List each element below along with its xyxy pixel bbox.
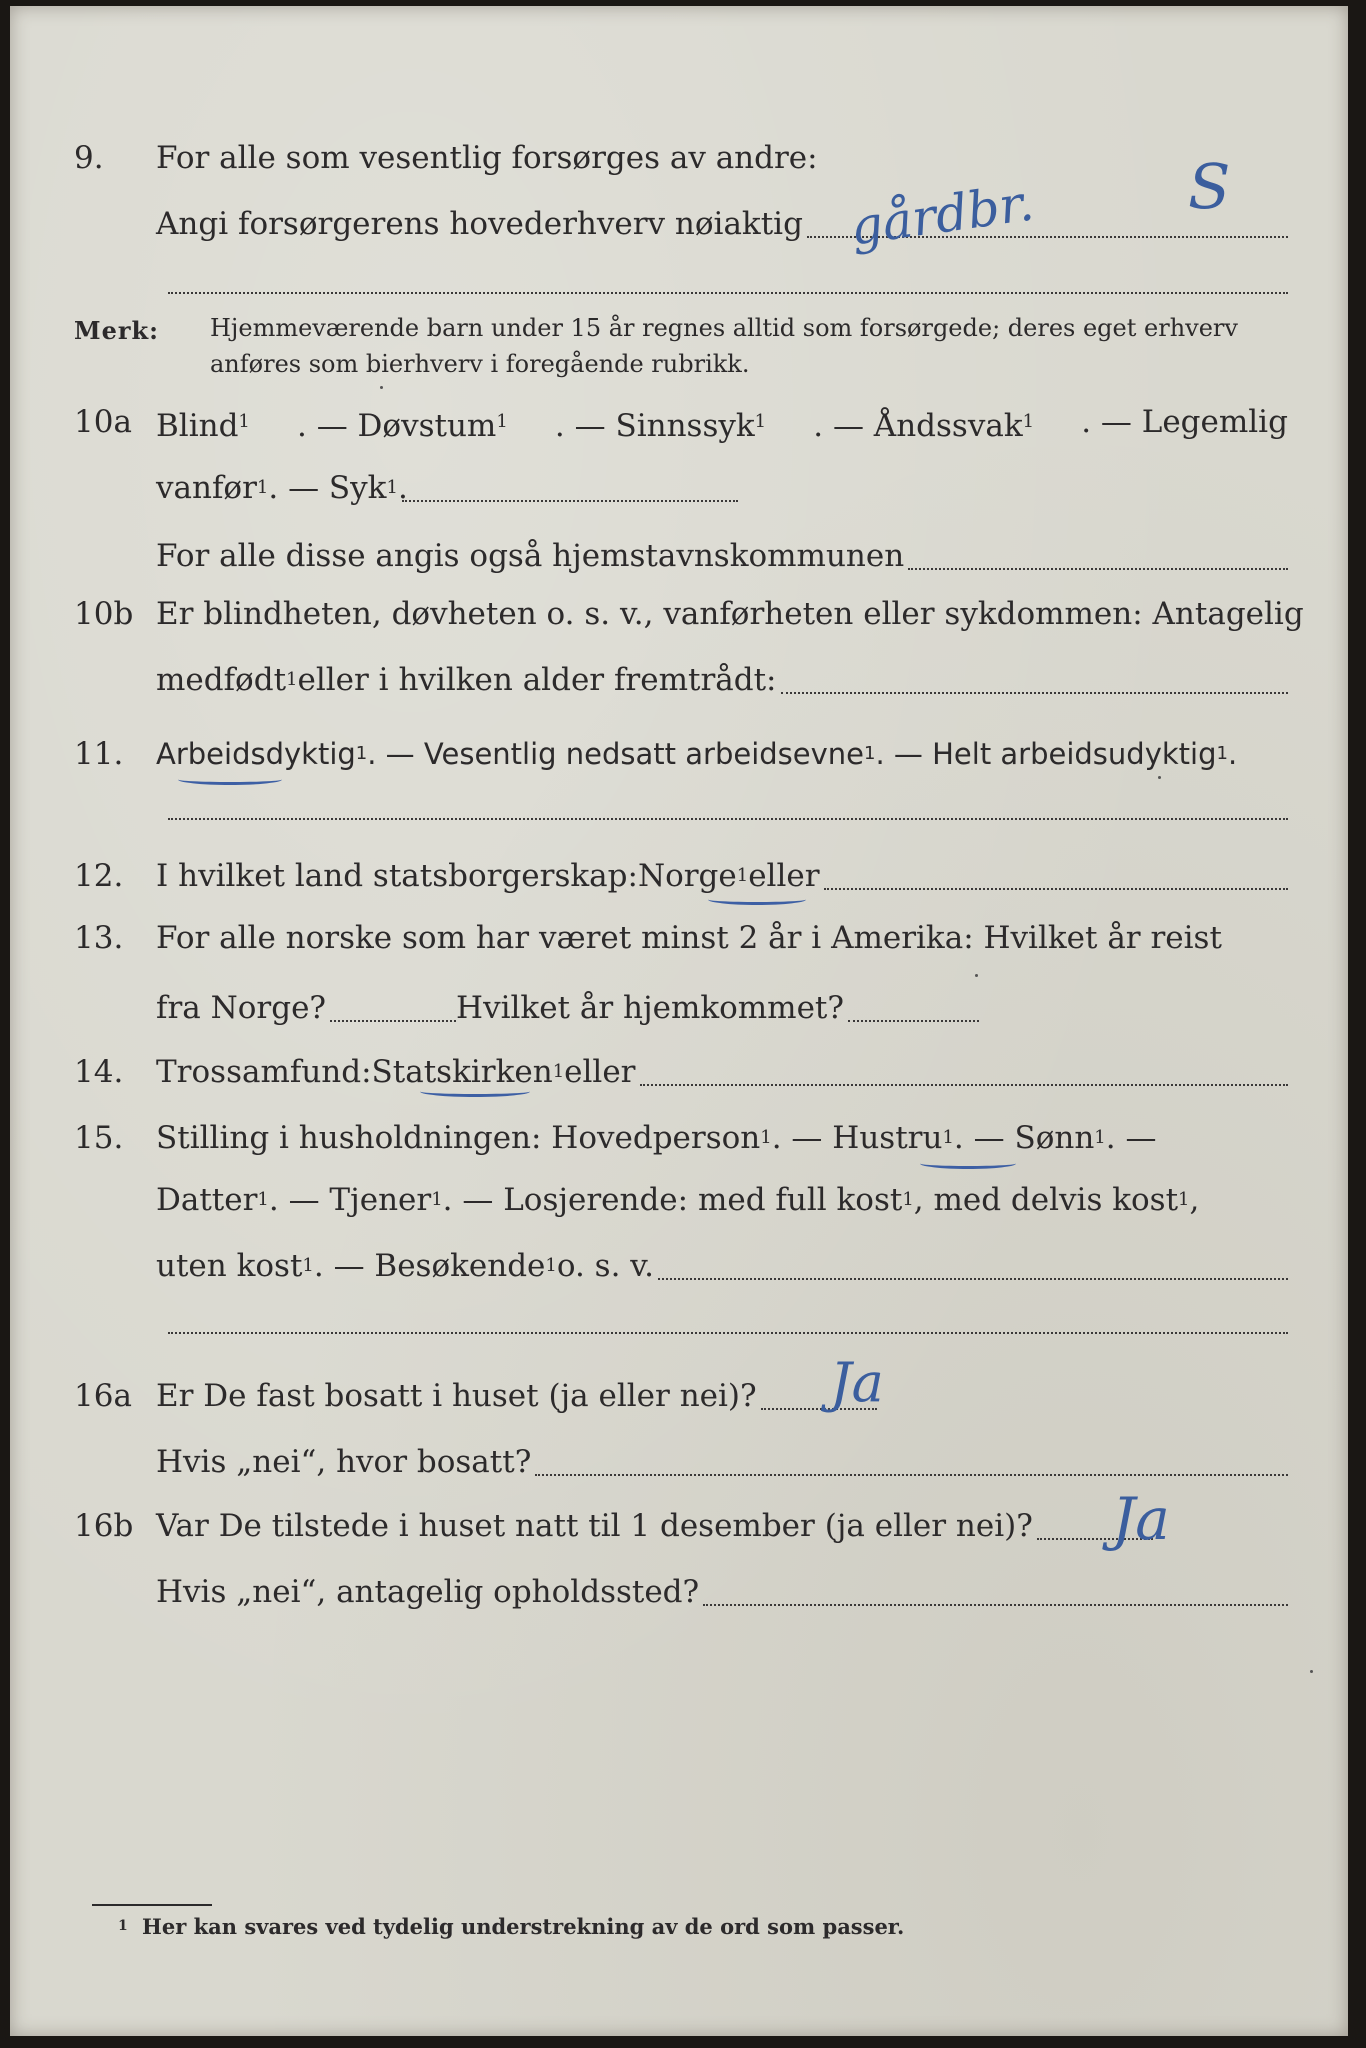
q15-number: 15. bbox=[74, 1120, 124, 1156]
underline-arbeidsdyktig bbox=[178, 774, 282, 785]
option-delvis-kost[interactable]: , med delvis kost bbox=[913, 1182, 1179, 1218]
q10a-line3 bbox=[10, 526, 1348, 586]
paper-speck bbox=[1310, 1670, 1313, 1673]
q15-extra-line bbox=[168, 1332, 1288, 1334]
merk-text: Hjemmeværende barn under 15 år regnes alltid som forsørgede; deres eget erhverv anføres som bierhverv i foregående rubrikk. bbox=[210, 314, 1238, 378]
footnote-ref: 1 bbox=[496, 411, 508, 432]
q15-line2 bbox=[10, 1170, 1348, 1230]
q15-dash: . — bbox=[771, 1120, 833, 1156]
footnote-text: Her kan svares ved tydelig understrekning av de ord som passer. bbox=[142, 1914, 905, 1939]
footnote-ref: 1 bbox=[545, 1255, 557, 1276]
footnote-ref: 1 bbox=[1178, 1189, 1190, 1210]
paper-speck bbox=[1158, 776, 1161, 779]
q9-handwritten-answer: gårdbr. bbox=[846, 173, 1038, 257]
option-arbeidsudyktig[interactable]: . — Helt arbeidsudyktig bbox=[875, 737, 1217, 771]
q10a-line2 bbox=[10, 458, 1348, 518]
footnote-ref: 1 bbox=[760, 1127, 772, 1148]
q16a-where-line[interactable] bbox=[531, 1432, 1288, 1492]
footnote-ref: 1 bbox=[256, 477, 269, 498]
q9-line1 bbox=[10, 128, 1348, 188]
option-nedsatt-arbeidsevne[interactable]: . — Vesentlig nedsatt arbeidsevne bbox=[367, 737, 864, 771]
option-andssvak[interactable]: . — Åndssvak bbox=[813, 408, 1023, 444]
q9-prompt: Angi forsørgerens hovederhverv nøiaktig bbox=[156, 206, 803, 242]
footnote-ref: 1 bbox=[736, 865, 749, 886]
option-tjener[interactable]: . — Tjener bbox=[268, 1182, 432, 1218]
q15-dash-end: . — bbox=[1105, 1120, 1157, 1156]
q13-return-prompt: Hvilket år hjemkommet? bbox=[456, 990, 845, 1026]
q13-left-line[interactable] bbox=[326, 978, 456, 1038]
census-form-page bbox=[10, 6, 1348, 2036]
q16b-line2 bbox=[10, 1562, 1348, 1622]
option-syk[interactable]: . — Syk bbox=[268, 470, 387, 506]
option-legemlig[interactable]: . — Legemlig bbox=[1081, 404, 1288, 440]
option-dovstum[interactable]: . — Døvstum bbox=[297, 408, 497, 444]
q12-number: 12. bbox=[74, 858, 124, 894]
q12-line bbox=[10, 846, 1348, 906]
q16a-where-prompt: Hvis „nei“, hvor bosatt? bbox=[156, 1444, 532, 1480]
q14-prompt: Trossamfund: bbox=[156, 1054, 372, 1090]
q9-handwritten-mark: S bbox=[1188, 150, 1231, 223]
option-full-kost[interactable]: . — Losjerende: med full kost bbox=[442, 1182, 903, 1218]
option-hustru[interactable]: Hustru bbox=[832, 1120, 943, 1156]
q10a-hometown-line[interactable] bbox=[904, 526, 1288, 586]
q13-text: For alle norske som har været minst 2 år i Amerika: Hvilket år reist bbox=[156, 920, 1222, 956]
footnote-ref: 1 bbox=[431, 1189, 443, 1210]
footnote-ref: 1 bbox=[302, 1255, 314, 1276]
q10b-line2 bbox=[10, 650, 1348, 710]
q10a-hometown-prompt: For alle disse angis også hjemstavnskommunen bbox=[156, 538, 905, 574]
option-sonn[interactable]: . — Sønn bbox=[953, 1120, 1095, 1156]
q10b-answer-line[interactable] bbox=[777, 650, 1288, 710]
q10b-line1 bbox=[10, 584, 1348, 644]
footnote-ref: 1 bbox=[864, 743, 876, 764]
option-besokende[interactable]: . — Besøkende bbox=[313, 1248, 546, 1284]
q14-answer-line[interactable] bbox=[636, 1042, 1289, 1102]
option-sinnssyk[interactable]: . — Sinnssyk bbox=[554, 408, 755, 444]
footnote-ref: 1 bbox=[942, 1127, 954, 1148]
q12-eller: eller bbox=[748, 858, 820, 894]
footnote-mark: 1 bbox=[118, 1918, 128, 1934]
footnote-ref: 1 bbox=[386, 477, 398, 498]
option-blind[interactable]: Blind bbox=[156, 408, 239, 444]
q16a-prompt: Er De fast bosatt i huset (ja eller nei)? bbox=[156, 1378, 757, 1414]
q16a-line2 bbox=[10, 1432, 1348, 1492]
q15-comma: , bbox=[1189, 1182, 1200, 1218]
q10a-line1 bbox=[10, 392, 1348, 452]
option-datter[interactable]: Datter bbox=[156, 1182, 258, 1218]
q15-answer-line[interactable] bbox=[654, 1236, 1288, 1296]
q9-number: 9. bbox=[74, 140, 104, 176]
paper-speck bbox=[380, 386, 383, 389]
merk-label: Merk: bbox=[74, 316, 159, 345]
footnote-ref: 1 bbox=[1022, 411, 1035, 432]
footnote-ref: 1 bbox=[552, 1061, 565, 1082]
option-statskirken[interactable]: Statskirken bbox=[371, 1054, 553, 1090]
option-uten-kost[interactable]: uten kost bbox=[156, 1248, 303, 1284]
q16a-number: 16a bbox=[74, 1378, 132, 1414]
q14-line bbox=[10, 1042, 1348, 1102]
q13-return-line[interactable] bbox=[844, 978, 979, 1038]
q9-line2 bbox=[10, 194, 1348, 254]
underline-hustru bbox=[920, 1158, 1016, 1169]
option-arbeidsdyktig[interactable]: Arbeidsdyktig bbox=[156, 737, 356, 771]
q12-answer-line[interactable] bbox=[820, 846, 1288, 906]
q10a-period: . bbox=[397, 470, 408, 506]
option-vanfor[interactable]: vanfør bbox=[156, 470, 257, 506]
q16a-handwritten-answer: Ja bbox=[830, 1351, 884, 1414]
q16b-prompt: Var De tilstede i huset natt til 1 desember (ja eller nei)? bbox=[156, 1508, 1033, 1544]
q12-prompt: I hvilket land statsborgerskap: bbox=[156, 858, 638, 894]
footnote-ref: 1 bbox=[257, 1189, 269, 1210]
paper-speck bbox=[975, 974, 978, 977]
q14-number: 14. bbox=[74, 1054, 124, 1090]
q10b-text: Er blindheten, døvheten o. s. v., vanførheten eller sykdommen: Antagelig bbox=[156, 596, 1304, 632]
q16b-where-prompt: Hvis „nei“, antagelig opholdssted? bbox=[156, 1574, 700, 1610]
underline-statskirken bbox=[420, 1086, 530, 1097]
q16b-handwritten-answer: Ja bbox=[1112, 1485, 1170, 1553]
q16a-line1 bbox=[10, 1366, 1348, 1426]
q10a-number: 10a bbox=[74, 404, 132, 440]
footnote-ref: 1 bbox=[902, 1189, 914, 1210]
q11-extra-line bbox=[168, 818, 1288, 820]
footnote bbox=[118, 1914, 905, 1939]
footnote-ref: 1 bbox=[238, 411, 250, 432]
q10b-number: 10b bbox=[74, 596, 134, 632]
footnote-ref: 1 bbox=[286, 669, 298, 690]
q10b-age-prompt: eller i hvilken alder fremtrådt: bbox=[297, 662, 777, 698]
q16b-number: 16b bbox=[74, 1508, 134, 1544]
option-medfodt[interactable]: medfødt bbox=[156, 662, 287, 698]
q11-number: 11. bbox=[74, 736, 124, 772]
option-norge[interactable]: Norge bbox=[637, 858, 737, 894]
footnote-ref: 1 bbox=[1094, 1127, 1106, 1148]
q13-line1 bbox=[10, 908, 1348, 968]
q13-left-prompt: fra Norge? bbox=[156, 990, 327, 1026]
q16b-where-line[interactable] bbox=[699, 1562, 1288, 1622]
q15-osv: o. s. v. bbox=[556, 1248, 654, 1284]
q13-line2 bbox=[10, 978, 1348, 1038]
q14-eller: eller bbox=[564, 1054, 636, 1090]
footnote-ref: 1 bbox=[355, 743, 368, 764]
footnote-ref: 1 bbox=[754, 411, 767, 432]
footnote-ref: 1 bbox=[1216, 743, 1228, 764]
q9-extra-line bbox=[168, 292, 1288, 294]
q13-number: 13. bbox=[74, 920, 124, 956]
underline-norge bbox=[708, 894, 806, 905]
q11-period: . bbox=[1227, 737, 1238, 771]
q10a-answer-line[interactable] bbox=[398, 458, 738, 518]
q15-line1 bbox=[10, 1108, 1348, 1168]
q9-text: For alle som vesentlig forsørges av andre: bbox=[156, 140, 818, 176]
footnote-rule bbox=[92, 1904, 212, 1906]
q15-line3 bbox=[10, 1236, 1348, 1296]
option-hovedperson[interactable]: Stilling i husholdningen: Hovedperson bbox=[156, 1120, 761, 1156]
